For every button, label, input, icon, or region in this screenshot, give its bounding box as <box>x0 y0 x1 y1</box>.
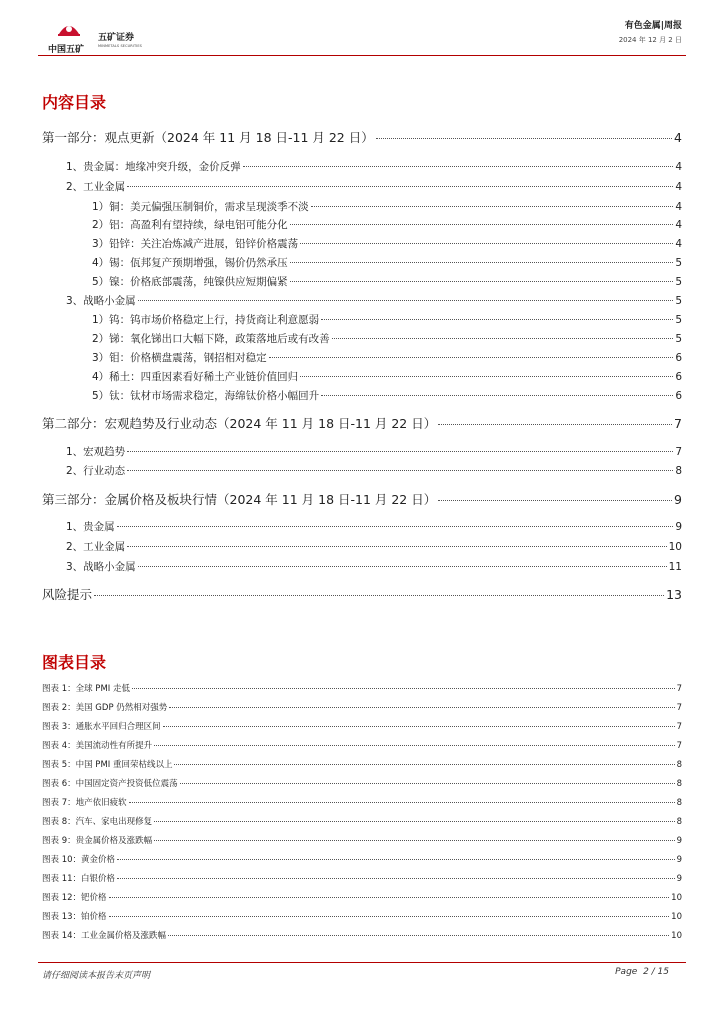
leader-dots <box>300 376 673 377</box>
toc-entry[interactable] <box>92 255 682 270</box>
leader-dots <box>290 262 674 263</box>
figures-title: 图表目录 <box>42 653 107 672</box>
figure-entry-page: 7 <box>676 684 682 694</box>
figure-entry[interactable] <box>42 891 682 903</box>
figure-entry[interactable] <box>42 910 682 922</box>
toc-entry-label: 2、行业动态 <box>66 465 126 477</box>
toc-entry-page: 10 <box>668 541 682 553</box>
leader-dots <box>174 764 674 765</box>
figure-entry-label: 图表 2：美国 GDP 仍然相对强势 <box>42 703 168 713</box>
toc-entry-label: 5）镍：价格底部震荡，纯镍供应短期偏紧 <box>92 276 288 288</box>
toc-entry-page: 5 <box>675 333 682 345</box>
figure-entry-label: 图表 6：中国固定资产投资低位震荡 <box>42 779 178 789</box>
leader-dots <box>127 186 673 187</box>
figure-entry-page: 8 <box>676 779 682 789</box>
toc-entry-page: 8 <box>675 465 682 477</box>
figure-entry-page: 8 <box>676 760 682 770</box>
toc-entry-label: 4）锡：佤邦复产预期增强，锡价仍然承压 <box>92 257 288 269</box>
toc-entry[interactable] <box>66 539 682 554</box>
toc-entry-label: 3）钼：价格横盘震荡，钢招相对稳定 <box>92 352 267 364</box>
toc-entry-page: 13 <box>666 587 682 602</box>
toc-entry-page: 5 <box>675 295 682 307</box>
figure-entry-label: 图表 4：美国流动性有所提升 <box>42 741 153 751</box>
figure-entry-page: 10 <box>671 931 682 941</box>
leader-dots <box>129 802 675 803</box>
toc-entry-page: 4 <box>675 219 682 231</box>
leader-dots <box>117 526 674 527</box>
toc-entry-page: 6 <box>675 352 682 364</box>
toc-entry-page: 9 <box>674 492 682 507</box>
toc-entry-page: 9 <box>675 521 682 533</box>
leader-dots <box>168 935 669 936</box>
toc-entry-page: 6 <box>675 371 682 383</box>
toc-entry[interactable] <box>92 274 682 289</box>
toc-entry[interactable] <box>66 159 682 174</box>
toc-entry-risk[interactable] <box>42 585 682 603</box>
figure-entry-label: 图表 3：通胀水平回归合理区间 <box>42 722 161 732</box>
toc-entry[interactable] <box>66 519 682 534</box>
toc-entry-label: 2）锑：氧化锑出口大幅下降，政策落地后或有改善 <box>92 333 330 345</box>
leader-dots <box>109 897 670 898</box>
figure-entry-page: 8 <box>676 798 682 808</box>
figure-entry-label: 图表 5：中国 PMI 重回荣枯线以上 <box>42 760 173 770</box>
figure-entry-label: 图表 12：钯价格 <box>42 893 107 903</box>
leader-dots <box>127 470 673 471</box>
figure-entry-page: 10 <box>671 893 682 903</box>
figure-entry-page: 8 <box>676 817 682 827</box>
toc-entry-label: 1、贵金属 <box>66 521 115 533</box>
logo-text-left: 中国五矿 <box>48 45 85 55</box>
report-type: 有色金属|周报 <box>624 21 682 31</box>
leader-dots <box>311 206 674 207</box>
figure-entry[interactable] <box>42 758 682 770</box>
toc-entry-page: 4 <box>675 201 682 213</box>
figure-entry-page: 7 <box>676 722 682 732</box>
leader-dots <box>290 224 674 225</box>
toc-entry-part1[interactable] <box>42 128 682 146</box>
report-date: 2024 年 12 月 2 日 <box>618 36 682 44</box>
toc-entry-label: 风险提示 <box>42 587 93 602</box>
figure-entry-page: 9 <box>676 874 682 884</box>
toc-entry[interactable] <box>92 217 682 232</box>
figure-entry-page: 9 <box>676 855 682 865</box>
figure-entry[interactable] <box>42 815 682 827</box>
leader-dots <box>376 138 672 139</box>
toc-entry[interactable] <box>66 444 682 459</box>
toc-entry-page: 11 <box>668 561 682 573</box>
leader-dots <box>117 859 675 860</box>
toc-entry-page: 5 <box>675 257 682 269</box>
toc-entry[interactable] <box>66 463 682 478</box>
leader-dots <box>438 424 672 425</box>
logo-text-english: MINMETALS SECURITIES <box>98 44 142 48</box>
toc-entry-label: 3）铅锌：关注冶炼减产进展，铅锌价格震荡 <box>92 238 299 250</box>
figure-entry-page: 9 <box>676 836 682 846</box>
leader-dots <box>132 688 675 689</box>
leader-dots <box>243 166 674 167</box>
toc-entry-label: 1）钨：钨市场价格稳定上行，持货商让利意愿弱 <box>92 314 320 326</box>
leader-dots <box>290 281 674 282</box>
figure-entry-label: 图表 11：白银价格 <box>42 874 116 884</box>
toc-entry-page: 7 <box>674 416 682 431</box>
toc-entry-label: 2）铝：高盈利有望持续，绿电铝可能分化 <box>92 219 288 231</box>
leader-dots <box>321 319 673 320</box>
toc-entry[interactable] <box>92 350 682 365</box>
figure-entry-page: 10 <box>671 912 682 922</box>
toc-entry-page: 4 <box>674 130 682 145</box>
company-logo <box>44 20 154 54</box>
toc-entry-label: 4）稀土：四重因素看好稀土产业链价值回归 <box>92 371 299 383</box>
leader-dots <box>138 300 674 301</box>
leader-dots <box>438 500 672 501</box>
toc-entry-page: 4 <box>675 181 682 193</box>
figure-entry-label: 图表 9：贵金属价格及涨跌幅 <box>42 836 153 846</box>
leader-dots <box>180 783 675 784</box>
toc-entry-label: 2、工业金属 <box>66 181 126 193</box>
figure-entry-label: 图表 8：汽车、家电出现修复 <box>42 817 153 827</box>
toc-entry-label: 第三部分：金属价格及板块行情（2024 年 11 月 18 日-11 月 22 日） <box>42 492 437 507</box>
toc-entry-label: 3、战略小金属 <box>66 561 136 573</box>
page-indicator <box>615 967 669 977</box>
toc-entry-label: 1、贵金属：地缘冲突升级，金价反弹 <box>66 161 241 173</box>
toc-entry[interactable] <box>66 179 682 194</box>
figure-entry-page: 7 <box>676 703 682 713</box>
leader-dots <box>109 916 670 917</box>
toc-entry-label: 第一部分：观点更新（2024 年 11 月 18 日-11 月 22 日） <box>42 130 374 145</box>
toc-entry-page: 4 <box>675 161 682 173</box>
figure-entry[interactable] <box>42 682 682 694</box>
figure-entry[interactable] <box>42 701 682 713</box>
toc-entry-part3[interactable] <box>42 490 682 508</box>
page-label: Page <box>615 967 638 977</box>
leader-dots <box>321 395 673 396</box>
figure-entry-label: 图表 1：全球 PMI 走低 <box>42 684 130 694</box>
toc-entry-part2[interactable] <box>42 414 682 432</box>
toc-title: 内容目录 <box>42 93 107 112</box>
figure-entry[interactable] <box>42 929 682 941</box>
figure-entry[interactable] <box>42 777 682 789</box>
footer-disclaimer: 请仔细阅读本报告末页声明 <box>42 971 151 981</box>
toc-entry[interactable] <box>66 293 682 308</box>
logo-text-right: 五矿证券 <box>98 33 135 43</box>
figure-entry[interactable] <box>42 739 682 751</box>
toc-entry-page: 5 <box>675 276 682 288</box>
page-header <box>0 0 724 60</box>
leader-dots <box>332 338 674 339</box>
toc-entry-page: 5 <box>675 314 682 326</box>
leader-dots <box>300 243 673 244</box>
toc-entry-label: 1）铜：美元偏强压制铜价，需求呈现淡季不淡 <box>92 201 309 213</box>
footer-divider <box>38 962 686 963</box>
toc-entry-label: 3、战略小金属 <box>66 295 136 307</box>
figure-entry[interactable] <box>42 834 682 846</box>
header-divider <box>38 55 686 56</box>
logo-right-block <box>98 30 142 48</box>
figure-entry[interactable] <box>42 720 682 732</box>
leader-dots <box>154 745 674 746</box>
toc-entry-label: 第二部分：宏观趋势及行业动态（2024 年 11 月 18 日-11 月 22 日） <box>42 416 437 431</box>
leader-dots <box>127 451 673 452</box>
toc-entry[interactable] <box>92 331 682 346</box>
toc-entry[interactable] <box>92 388 682 403</box>
figure-entry[interactable] <box>42 853 682 865</box>
figure-entry[interactable] <box>42 872 682 884</box>
toc-entry[interactable] <box>92 199 682 214</box>
figure-entry-label: 图表 14：工业金属价格及涨跌幅 <box>42 931 167 941</box>
figure-entry-page: 7 <box>676 741 682 751</box>
leader-dots <box>169 707 674 708</box>
toc-entry[interactable] <box>66 559 682 574</box>
toc-entry[interactable] <box>92 236 682 251</box>
toc-entry[interactable] <box>92 369 682 384</box>
leader-dots <box>163 726 675 727</box>
figure-entry[interactable] <box>42 796 682 808</box>
toc-entry-page: 4 <box>675 238 682 250</box>
page-number: 2 / 15 <box>643 967 669 977</box>
leader-dots <box>127 546 666 547</box>
leader-dots <box>154 821 674 822</box>
figure-entry-label: 图表 10：黄金价格 <box>42 855 116 865</box>
leader-dots <box>94 595 664 596</box>
leader-dots <box>138 566 667 567</box>
toc-entry-page: 7 <box>675 446 682 458</box>
figure-entry-label: 图表 7：地产依旧疲软 <box>42 798 127 808</box>
toc-entry-label: 5）钛：钛材市场需求稳定，海绵钛价格小幅回升 <box>92 390 320 402</box>
toc-entry-label: 1、宏观趋势 <box>66 446 126 458</box>
leader-dots <box>117 878 675 879</box>
leader-dots <box>154 840 674 841</box>
leader-dots <box>269 357 674 358</box>
figure-entry-label: 图表 13：铂价格 <box>42 912 107 922</box>
toc-entry-label: 2、工业金属 <box>66 541 126 553</box>
toc-entry[interactable] <box>92 312 682 327</box>
minmetals-emblem-icon <box>56 20 82 40</box>
toc-entry-page: 6 <box>675 390 682 402</box>
